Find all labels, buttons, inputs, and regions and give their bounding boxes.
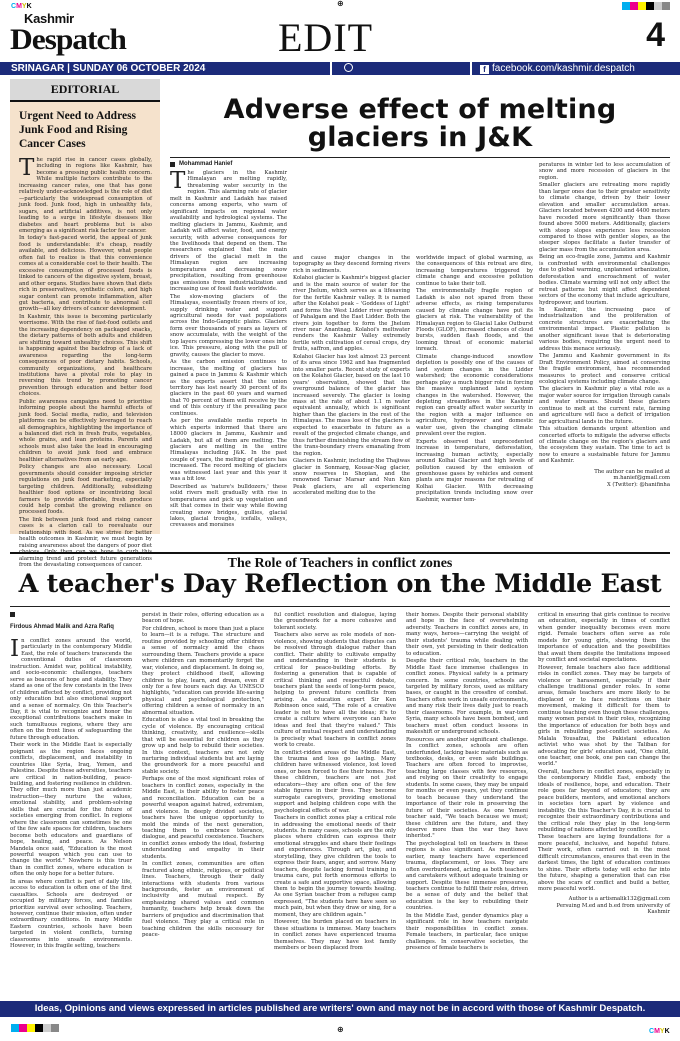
article2-paragraph: Education is also a vital tool in breaking the cycle of violence. By encouraging critical thinking, creativity, and resilience—skills that will be essential for children as they grow up and help to rebuild their societies. In this context, teachers are not only nurturing individual students but are laying the groundwork for a more peaceful and stable society. (142, 717, 264, 775)
editorial-paragraph: In Kashmir, this issue is becoming particularly worrisome. With the rise of fast-food outlets and the increasing dependency on packaged snacks, the dietary patterns of both adults and children are shifting toward unhealthy choices. This shift is happening against the backdrop of a lack of awareness regarding the long-term consequences of poor dietary habits. Schools, community organizations, and healthcare institutions have a pivotal role to play in reversing this trend by promoting cancer prevention through education and better food choices. (19, 313, 152, 398)
color-strip-bottom (11, 1024, 59, 1032)
article1-paragraph: Described as 'nature's bulldozers,' these solid rivers melt gradually with rise in temperatures and pick up vegetation and silt that comes in their way while flowing creating snow bridges, gullies, glacial lakes, glacial troughs, icefalls, valleys, crevasses and moraines (170, 483, 287, 529)
article1-paragraph: Climate change-induced snowflow depletion is possibly one of the causes of land system changes in the Lidder watershed; the economic considerations perhaps play a much bigger role in forcing the massive unplanned land system changes in the watershed. However, the depleting streamflows in the Kashmir region can greatly affect water security in the region with a major influence on agriculture, hydropower and domestic water use, given the changing climate prevalent over the region. (416, 353, 533, 438)
article2-dropcap: I (10, 636, 20, 662)
article1-column (416, 255, 533, 532)
article2-paragraph: Teachers also serve as role models of non-violence, showing students that disputes can be resolved through dialogue rather than conflict. Their ability to cultivate empathy and understanding in their students is critical for peace-building efforts. By fostering a generation that is capable of critical thinking and respectful debate, teachers plant the seeds of long-term peace, helping to prevent future conflicts from arising. As education expert Sir Ken Robinson once said, "The role of a creative leader is not to have all the ideas; it's to create a culture where everyone can have ideas and feel that they're valued." This culture of mutual respect and understanding is precisely what teachers in conflict zones work to create. (274, 632, 396, 749)
cmyk-registration-top: C M Y K (11, 3, 32, 10)
date-bar (0, 62, 680, 87)
facebook-text: facebook.com/kashmir.despatch (492, 63, 635, 74)
color-strip-top (622, 2, 670, 10)
editorial-paragraph: Policy changes are also necessary. Local governments should consider imposing stricter regulations on junk food marketing, especially targeting children. Additionally, subsidizing healthier food options or incentivizing local farmers to provide affordable, fresh produce could help combat the growing reliance on processed foods. (19, 464, 152, 516)
article1-paragraph: The glaciers in Kashmir play a vital role as a major water source for irrigation through canals and water streams. Should these glaciers continue to melt at the current rate, farming and agriculture will face a deficit of irrigation for agricultural lands in the future. (539, 386, 670, 425)
website-text: www.kashmirdespatch.com (344, 76, 466, 87)
article2-paragraph: Resources are another significant challenge. In conflict zones, schools are often underfunded, lacking basic materials such as textbooks, desks, or even safe buildings. Teachers are often forced to improvise, teaching large classes with few resources, and relying on their creativity to engage students. In some cases, they may be unpaid for months or even years, yet they continue to teach because they understand the importance of their role in preserving the future of their societies. As one Yemeni teacher said, "We teach because we must; these children are the future, and they deserve more than the war they have inherited." (406, 736, 528, 840)
article2-paragraph: critical in ensuring that girls continue to receive an education, especially in times of conflict when gender inequality becomes even more rigid. Female teachers often serve as role models for young girls, showing them the importance of education and the possibilities that await them despite the limitations imposed by conflict and societal expectations. (538, 612, 670, 664)
crosshair-icon: ⊕ (337, 0, 344, 8)
article2-paragraph: These teachers are laying foundations for a more peaceful, inclusive, and hopeful future. Their work, often carried out in the most difficult circumstances, ensures that even in the darkest times, the light of education continues to shine. Their efforts today will echo far into the future, shaping a generation that can rise above the scars of conflict and build a better, more peaceful world. (538, 834, 670, 893)
editorial-body (10, 155, 160, 569)
article2-paragraph: ful conflict resolution and dialogue, laying the groundwork for a more cohesive and tolerant society. (274, 612, 396, 631)
article2-paragraph: Perhaps one of the most significant roles of teachers in conflict zones, especially in the Middle East, is their ability to foster peace and reconciliation. Education can be a powerful weapon against hatred, extremism, and violence. In deeply divided societies, teachers have the unique opportunity to mold the minds of the next generation, teaching them to embrace tolerance, dialogue, and peaceful coexistence. Teachers in conflict zones embody the ideal, fostering understanding and empathy in their students. (142, 776, 264, 860)
article1-paragraph: Smaller glaciers are retreating more rapidly than larger ones due to their greater sensitivity to climate change, driven by their lower elevation and smaller accumulation areas. Glaciers located between 4200 and 4400 meters have receded more significantly than those found above 5000 meters. Additionally, glaciers with steep slopes experience less recession compared to those with gentler slopes, as the steeper slopes facilitate a faster transfer of glacier mass from the accumulation area. (539, 182, 670, 253)
article2-column (538, 612, 670, 996)
article2-paragraph: In conflict-ridden areas of the Middle East, the trauma and loss go lasting. Many children have witnessed violence, lost loved ones, or been forced to flee their homes. For these children, teachers are not just educators—they are often one of the few stable figures in their lives. They become surrogate caregivers, providing emotional support and helping children cope with the psychological effects of war. (274, 749, 396, 814)
article1-dropcap: T (170, 168, 186, 194)
editorial-label: EDITORIAL (10, 79, 160, 102)
cmyk-registration-bottom: C M Y K (649, 1028, 670, 1035)
article1-author: Mohammad Hanief (179, 161, 233, 167)
masthead-kashmir: Kashmir (24, 11, 74, 26)
byline-bullet-icon (10, 612, 15, 617)
article2-column (274, 612, 396, 996)
article1-paragraph: worldwide impact of global warming, as the consequences of this retreat are dire, increasing temperatures triggered by climate change and excessive pollution continue to take their toll. (416, 255, 533, 287)
article2-column (406, 612, 528, 996)
article1-paragraph: As the carbon emission continues to increase, the melting of glaciers has gained a pace in Jammu & Kashmir which as the experts assert that the union territory has lost nearly 30 percent of its glaciers in the past 60 years and warned that 70 percent of them will receive by the end of this century if the prevailing pace continues. (170, 359, 287, 417)
author-email: The author can be mailed at m.hanief@gmail.com (594, 468, 670, 482)
article1-column (539, 162, 670, 532)
author-affiliation: Persuing M.ed and b.ed from university of Kashmir (556, 902, 670, 916)
author-email: Author is a artismalik132@gmail.com (568, 896, 670, 903)
article2-paragraph: However, the burden placed on teachers in these situations is immense. Many teachers in conflict zones have experienced trauma themselves. They may have lost family members or been displaced from (274, 919, 396, 952)
article2-paragraph: persist in their roles, offering education as a beacon of hope. (142, 612, 264, 625)
byline-bullet-icon (170, 162, 175, 167)
article1-byline (170, 161, 232, 167)
article1-paragraph: Glaciers in Kashmir, including the Thajiwas glacier in Sonmarg, Kousar-Nag glacier, snow reserves in Shopian, and the renowned Tarsar Marsar and Nun Kun Peak glaciers, are all experiencing accelerated melting due to the (293, 458, 410, 497)
editorial-paragraph: In today's fast-paced world, the appeal of junk food is understandable: it's cheap, readily available, and delicious. However, what people often fail to realize is that this convenience comes at a considerable cost to their health. The excessive consumption of processed foods is linked to cancers of the digestive system, breast, and other organs. Studies have shown that diets rich in preservatives, synthetic colors, and high sugar content can promote inflammation, alter gut bacteria, and contribute to abnormal cell growth—all key drivers of cancer development. (19, 235, 152, 313)
article2-paragraph: their homes. Despite their personal stability and hope in the face of overwhelming adversity. Teachers in conflict zones are, in many ways, heroes—carrying the weight of their students' trauma while dealing with their own, yet persisting in their dedication to education. (406, 612, 528, 657)
article2-paragraph: In conflict zones, communities are often fractured along ethnic, religious, or political lines. Teachers, through their daily interactions with students from various backgrounds, foster an environment of inclusivity and mutual respect. By emphasizing shared values and common humanity, teachers help break down the barriers of prejudice and discrimination that fuel violence. They play a critical role in teaching children the skills necessary for peace- (142, 861, 264, 939)
article1-paragraph: peratures in winter led to less accumulation of snow and more recession of glaciers in the region. (539, 162, 670, 181)
article1-paragraph: he glaciers in the Kashmir Himalayan are melting rapidly, threatening water security in the region. This alarming rate of glacier melt in Kashmir and Ladakh has raised concerns among experts, who warn of significant impacts on regional water availability and hydrological systems. The melting glaciers in Jammu, Kashmir, and Ladakh will affect water, food, and energy security, with adverse consequences for the livelihoods that depend on them. The researchers explained that the main drivers of the glacial melt in the Himalayan region are increasing temperatures and decreasing snow precipitation, resulting from greenhouse gas emissions from industrialization and increasing use of fossil fuels worldwide. (170, 170, 287, 293)
section-divider (10, 552, 670, 554)
section-title: EDIT (278, 15, 374, 60)
article2-author: Firdous Ahmad Malik and Azra Rafiq (10, 624, 114, 630)
article1-headline: Adverse effect of melting glaciers in J&K (223, 94, 617, 153)
author-twitter: X (Twitter): @hanifinha (606, 481, 670, 488)
editorial-sidebar (10, 79, 160, 569)
facebook-link[interactable] (472, 62, 680, 75)
editorial-paragraph: Public awareness campaigns need to prioritise informing people about the harmful effects of junk food. Social media, radio, and television platforms can be effectively leveraged to reach all demographics, highlighting the importance of a balanced diet rich in fresh fruits, vegetables, whole grains, and lean proteins. Parents and schools must also take the lead in encouraging children to avoid junk food and embrace healthier alternatives from an early age. (19, 398, 152, 463)
article2-paragraph: Despite their critical role, teachers in the Middle East face immense challenges in conflict zones. Physical safety is a primary concern. In some countries, schools are targeted by military forces, used as military bases, or caught in the crossfire of combat. Teachers often work in unsafe environments, and many risk their lives daily just to reach their classrooms. For example, in war-torn Syria, many schools have been bombed, and teachers must often conduct lessons in makeshift or underground schools. (406, 658, 528, 736)
article2-paragraph: Overall, teachers in conflict zones, especially in the contemporary Middle East, embody the ideals of resilience, hope, and education. Their role goes far beyond of educators; they are peace builders, mentors, and emotional anchors in societies torn apart by violence and instability. On this Teacher's Day, it is crucial to recognize their extraordinary contributions and the critical role they play in the long-term rebuilding of nations affected by conflict. (538, 768, 670, 833)
article2-paragraph: Their work in the Middle East is especially poignant as the region faces ongoing conflicts, displacement, and instability in countries like Syria, Iraq, Yemen, and Palestine. Despite these adversities, teachers are critical in nation-building, peace-building, and fostering resilience in children. They offer much more than just academic instruction—they nurture the values, emotional stability, and problem-solving skills that are crucial for the future of societies emerging from conflict. In regions where the classroom can sometimes be one of the few safe spaces for children, teachers become both educators and guardians of hope, healing, and peace. As Nelson Mandela once said, "Education is the most powerful weapon which you can use to change the world." Nowhere is this truer than in conflict zones, where education is often the only hope for a better future. (10, 742, 132, 878)
article1-paragraph: Experts observed that unprecedented increase in temperature, deforestation, increasing human activity, especially around Kolhai Glacier and high levels of pollution caused by the emission of greenhouse gases by vehicles and cement plants are major reasons for retreating of Kolhai Glacier. With decreasing precipitation trends including snow over Kashmir, warmer tem- (416, 438, 533, 503)
article1-paragraph: Kolahoi glacier is Kashmir's biggest glacier and is the main source of water for the river Jhelum, which serves as a lifesaving for the fertile Kashmir valley. It is named after the Kolahoi peak – 'Goddess of Light' and forms the West Lidder river upstream of Pahalgam and the East Lidder. Both the rivers join together to form the Jhelum river near Anantnag. Kolahoi's meltwater renders the Kashmir Valley extremely fertile with cultivation of cereal crops, dry fruits, saffron, and apples. (293, 275, 410, 353)
article2-column (10, 638, 132, 996)
article1-paragraph: In Kashmir, the increasing pace of industrialization and the proliferation of concrete structures are exacerbating the environmental impact. Plastic pollution is another significant issue that is deteriorating various bodies, requiring the urgent need to address this menace seriously. (539, 306, 670, 352)
article1-paragraph: Kolahoi Glacier has lost almost 23 percent of its area since 1962 and has fragmented into smaller parts. Recent study of experts on the Kolahoi Glacier, based on the last 10 years' observation, showed that the overground balance of the glacier has increased severely. The glacier is losing mass at the rate of about 1.1 m water equivalent annually, which is significant higher than the glaciers in the rest of the Himalayas. The mass loss of the glaciers is expected to exacerbate in future as a result of the projected climate change, and thus further diminishing the stream flow of the trans-boundary rivers emanating from the region. (293, 353, 410, 457)
website-link[interactable] (332, 62, 470, 87)
article1-paragraph: As per the available media reports in which experts informed that there are 18000 glaciers in Jammu, Kashmir and Ladakh, but all of them are melting. The glaciers are melting in the entire Himalayas including J&K. In the past couple of years, the melting of glaciers has increased. The record melting of glaciers was witnessed last year and this year it was a bit low. (170, 418, 287, 483)
article2-headline: A teacher's Day Reflection on the Middle East (18, 569, 662, 599)
article2-paragraph: In areas where conflict is part of daily life, access to education is often one of the first casualties. Schools are destroyed or occupied by military forces, and families prioritize survival over schooling. Teachers, however, continue their mission, often under extraordinary conditions. In many Middle Eastern countries, schools have been targeted in violent conflicts, turning classrooms into unsafe environments. However, in this fragile setting, teachers (10, 878, 132, 950)
article2-paragraph: In the Middle East, gender dynamics play a significant role in how teachers navigate their responsibilities in conflict zones. Female teachers, in particular, face unique challenges. In conservative societies, the presence of female teachers is (406, 912, 528, 952)
article2-paragraph: For children, school is more than just a place to learn—it is a refuge. The structure and routine provided by schooling offer children a sense of normalcy amid the chaos surrounding them. Teachers provide a space where children can momentarily forget the war, violence, and displacement. In doing so, they protect childhood itself, allowing children to play, learn, and dream, even if only for a few hours each day. As UNESCO highlights, "education can provide life-saving physical and psychological protection," offering children a sense of normalcy in an abnormal situation. (142, 625, 264, 716)
article2-kicker: The Role of Teachers in conflict zones (227, 556, 453, 571)
article2-paragraph: However, female teachers also face additional risks in conflict zones. They may be targets of violence or harassment, especially if their challenge traditional gender roles. In some areas, female teachers are more likely to be displaced or to face restrictions on their movement, making it difficult for them to continue teaching even though these challenges, many women persist in their roles, recognizing the importance of education for both boys and girls in rebuilding post-conflict societies. As Malala Yousafzai, the Pakistani education activist who was shot by the Taliban for advocating for girls' education said, "One child, one teacher, one book, one pen can change the world." (538, 664, 670, 768)
article1-paragraph: and cause major changes in the topography as they descend forming rivers rich in sediments. (293, 255, 410, 274)
article1-column (293, 255, 410, 532)
globe-icon (344, 63, 353, 72)
article1-paragraph: The slow-moving glaciers of the Himalayas, essentially frozen rivers of ice, supply drinking water and support agricultural needs for vast populations across the Indo-Gangetic plains. Glaciers form over thousands of years as layers of snow accumulate, with the weight of the top layers compressing the lower ones into ice. This pressure, along with the pull of gravity, causes the glacier to move. (170, 293, 287, 358)
editorial-title: Urgent Need to Address Junk Food and Rising Cancer Cases (19, 110, 137, 150)
article2-author-note (538, 896, 670, 915)
article1-paragraph: This situation demands urgent attention and concerted efforts to mitigate the adverse effects of climate change on the region's glaciers and the ecosystem they sustain. The time to act is now to ensure a sustainable future for Jammu and Kashmir. (539, 426, 670, 465)
masthead-logo (10, 11, 126, 56)
article1-author-note (539, 469, 670, 488)
article2-paragraph: The psychological toll on teachers in these regions is also significant. As mentioned earlier, many teachers have experienced trauma, displacement, or loss. They are often overburdened, acting as both teachers and caretakers without adequate training or support. Despite these immense pressures, teachers continue to fulfill their roles, driven be a sense of duty and the belief that education is the key to rebuilding their countries. (406, 840, 528, 912)
article2-column (142, 612, 264, 996)
article1-paragraph: The environmentally fragile region of Ladakh is also not spared from these adverse effects, as rising temperatures caused by climate change have put its glaciers at risk. The vulnerability of the Himalayan region to Glacial Lake Outburst Floods (GLOF), increased chances of cloud bursts, sudden flash floods, and the looming threat of economic material inreach. (416, 288, 533, 353)
editorial-paragraph: The link between junk food and rising cancer cases is a clarion call to reevaluate our relationship with food. As we strive for better health outcomes in Kashmir, we must begin by raising awareness about the dangers of poor diet choices. Only then can we hope to curb this alarming trend and protect future generations from the devastating consequences of cancer. (19, 516, 152, 569)
article2-paragraph: Teachers in conflict zones play a critical role in addressing the emotional needs of their students. In many cases, schools are the only places where children can express their emotional struggles and share their feelings and experiences. Through art, play, and storytelling, they give children the tools to express their fears, anger, and sorrow. Many teachers, despite lacking formal training in trauma care, put forth enormous efforts to create a safe and supportive space, allowing them to begin the journey towards healing. As one Syrian teacher from a refugee camp expressed, "The students here have seen so much pain, but when they draw or sing, for a moment, they are children again." (274, 815, 396, 918)
editorial-dropcap: T (19, 155, 35, 181)
masthead-despatch: Despatch (10, 23, 126, 56)
page-number: 4 (646, 16, 665, 54)
crosshair-icon: ⊕ (337, 1025, 344, 1034)
article2-paragraph: n conflict zones around the world, particularly in the contemporary Middle East, the role of teachers transcends the conventional duties of classroom instruction. Amidst war, political instability, and socio-economic challenges, teachers serve as beacons of hope and stability. They stand as one of the few constants in the lives of children affected by conflict, providing not only education but also emotional support and a sense of normalcy. On this Teacher's Day, it is vital to recognize and honor the exceptional contributions teachers make in such tumultuous regions, where they are often on the front lines of safeguarding the future through education. (10, 638, 132, 741)
footer-disclaimer: Ideas, Opinions and views expressed in articles published are writers' own and may not be in accord with those of Kashmir Despatch. (0, 1001, 680, 1017)
dateline: SRINAGAR | SUNDAY 06 OCTOBER 2024 (0, 62, 330, 75)
divider (10, 606, 670, 607)
article1-paragraph: The Jammu and Kashmir government in its Draft Environment Policy, aimed at conserving the fragile environment, has recommended measures to protect and conserve critical ecological systems including climate change. (539, 353, 670, 385)
article1-column (170, 170, 287, 532)
editorial-paragraph: he rapid rise in cancer cases globally, including in regions like Kashmir, has become a pressing public health concern. While multiple factors contribute to the increasing cancer rates, one that has gone relatively under-acknowledged is the role of diet—particularly the widespread consumption of junk food. Junk food, high in unhealthy fats, sugars, and artificial additives, is not only leading to a surge in lifestyle diseases like diabetes and heart problems but is also emerging as a significant risk factor for cancer. (19, 157, 152, 234)
article1-paragraph: Being an eco-fragile zone, Jammu and Kashmir is confronted with environmental challenges due to global warming, unplanned urbanization, deforestation and encroachment of water bodies. Climate warming will not only affect the retreat patterns but might affect dependent sectors of the economy that include agriculture, hydropower, and tourism. (539, 254, 670, 306)
facebook-icon: f (480, 65, 489, 74)
divider (170, 157, 670, 158)
article2-byline (10, 612, 118, 633)
